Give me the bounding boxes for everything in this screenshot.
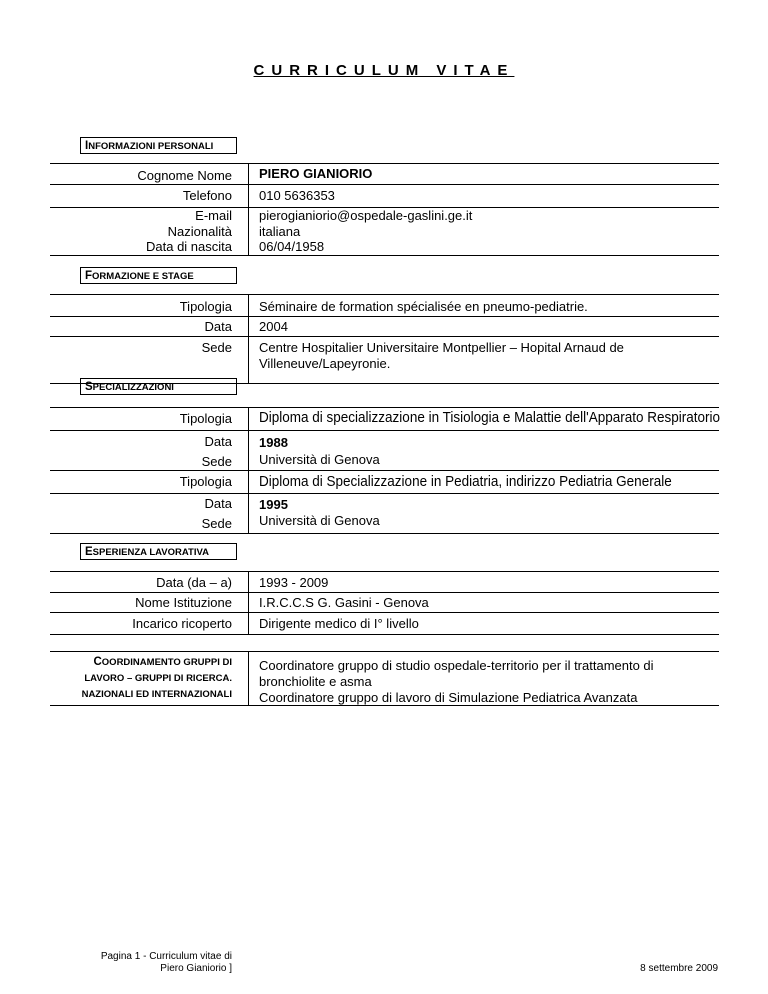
divider [50,533,719,534]
column-divider [248,407,249,533]
footer-page-info: Pagina 1 - Curriculum vitae di Piero Gianiorio ] [100,951,232,974]
value-spec1-type: Diploma di specializzazione in Tisiologia e Malattie dell'Apparato Respiratorio [259,409,721,426]
label-nationality: Nazionalità [167,224,232,239]
value-spec2-place: Università di Genova [259,513,380,528]
divider [50,493,719,494]
section-header-specializations: SPECIALIZZAZIONI [80,378,237,395]
divider [50,634,719,635]
label-spec1-place: Sede [201,454,232,469]
value-exp-dates: 1993 - 2009 [259,575,329,590]
value-exp-role: Dirigente medico di I° livello [259,616,419,631]
divider [50,470,719,471]
label-exp-institution: Nome Istituzione [135,595,232,610]
value-training-date: 2004 [259,319,288,334]
column-divider [248,163,249,255]
label-spec2-type: Tipologia [179,474,232,489]
divider [50,407,719,408]
value-training-place: Centre Hospitalier Universitaire Montpellier – Hopital Arnaud de [259,340,624,355]
column-divider [248,571,249,634]
column-divider [248,294,249,383]
value-phone: 010 5636353 [259,188,335,203]
value-name: PIERO GIANIORIO [259,166,373,181]
divider [50,316,719,317]
coordination-text: Coordinatore gruppo di studio ospedale-territorio per il trattamento di bronchiolite e asma Coordinatore gruppo di lavoro di Simulazione Pediatrica Avanzata [259,658,654,705]
document-title: CURRICULUM VITAE [253,62,515,79]
value-exp-institution: I.R.C.C.S G. Gasini - Genova [259,595,429,610]
label-phone: Telefono [182,188,232,203]
value-birthdate: 06/04/1958 [259,239,325,254]
divider [50,612,719,613]
value-training-type: Séminaire de formation spécialisée en pneumo-pediatrie. [259,299,588,314]
value-email: pierogianiorio@ospedale-gaslini.ge.it [259,208,473,223]
divider [50,163,719,164]
value-spec2-date: 1995 [259,497,288,512]
divider [50,430,719,431]
label-training-date: Data [204,319,232,334]
divider [50,184,719,185]
section-header-training: FORMAZIONE E STAGE [80,267,237,284]
divider [50,294,719,295]
label-birthdate: Data di nascita [146,239,232,254]
divider [50,592,719,593]
label-exp-role: Incarico ricoperto [132,616,232,631]
value-training-place-line2: Villeneuve/Lapeyronie. [259,356,391,371]
divider [50,651,719,652]
value-spec1-date: 1988 [259,435,288,450]
label-training-type: Tipologia [179,299,232,314]
label-spec2-date: Data [204,496,232,511]
label-exp-dates: Data (da – a) [156,575,232,590]
footer-date: 8 settembre 2009 [640,963,718,974]
label-spec1-date: Data [204,434,232,449]
coordination-label: COORDINAMENTO GRUPPI DI LAVORO – GRUPPI DI RICERCA. NAZIONALI ED INTERNAZIONALI [81,656,232,700]
value-spec2-type: Diploma di Specializzazione in Pediatria, indirizzo Pediatria Generale [259,473,672,490]
label-name: Cognome Nome [137,168,232,183]
section-header-experience: ESPERIENZA LAVORATIVA [80,543,237,560]
divider [50,571,719,572]
label-spec1-type: Tipologia [179,411,232,426]
label-training-place: Sede [201,340,232,355]
section-header-personal: INFORMAZIONI PERSONALI [80,137,237,154]
divider [50,255,719,256]
divider [50,336,719,337]
value-spec1-place: Università di Genova [259,452,380,467]
label-spec2-place: Sede [201,516,232,531]
label-email: E-mail [195,208,232,223]
column-divider [248,651,249,705]
value-nationality: italiana [259,224,301,239]
